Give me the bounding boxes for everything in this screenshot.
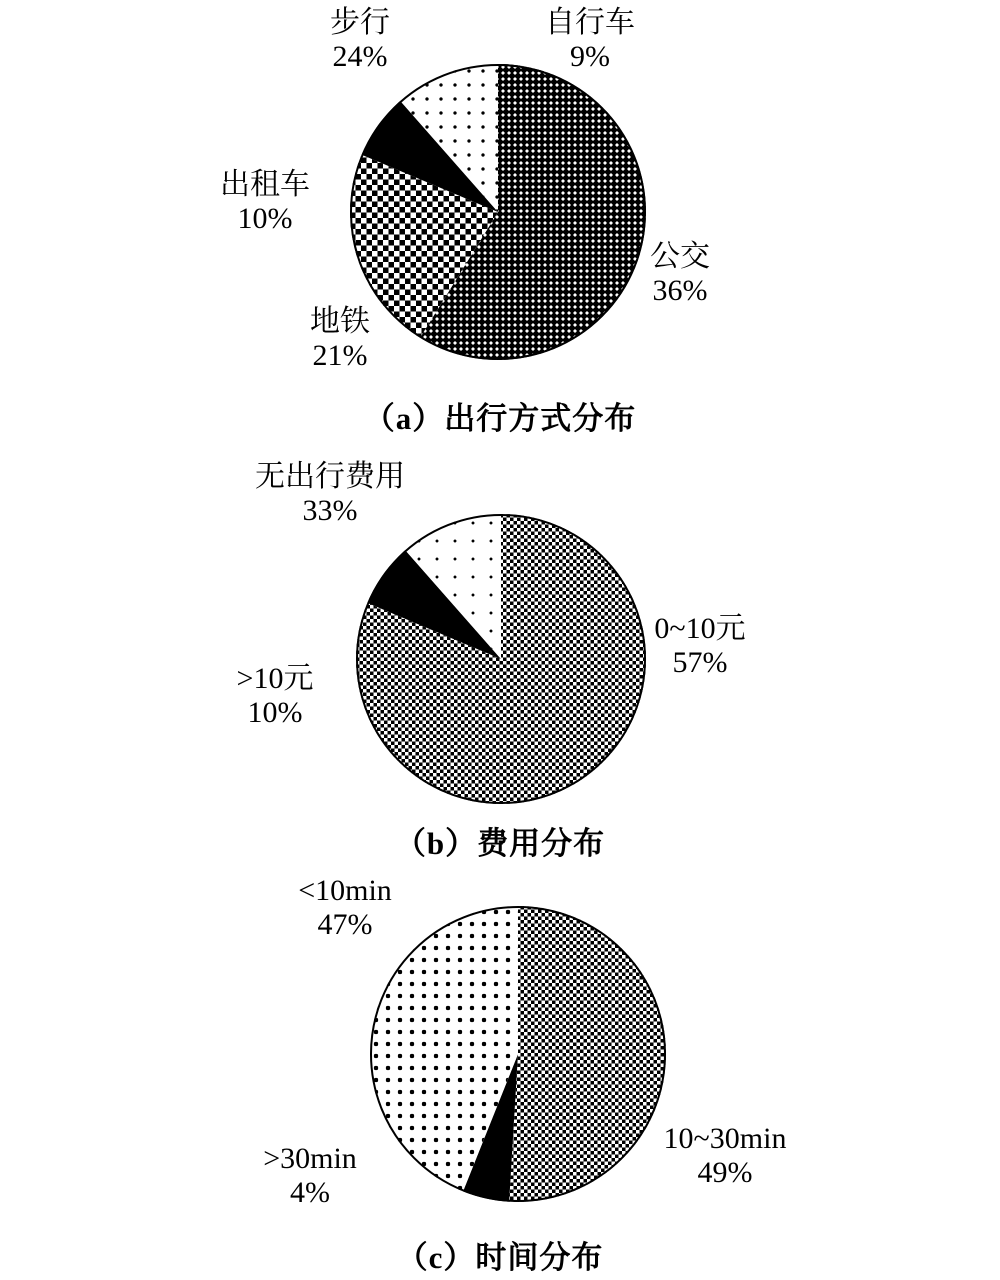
caption-c: （c）时间分布 [396, 1240, 604, 1275]
label-bicycle: 自行车 9% [545, 6, 635, 73]
label-bus: 公交 36% [650, 240, 710, 307]
chart-figure-b [0, 440, 1000, 860]
label-time-under-10: <10min 47% [298, 874, 392, 941]
label-time-over-30: >30min 4% [263, 1142, 357, 1209]
label-no-cost: 无出行费用 33% [255, 460, 405, 527]
label-cost-over-10: >10元 10% [236, 662, 314, 729]
chart-figure-c [0, 860, 1000, 1280]
label-taxi: 出租车 10% [220, 168, 310, 235]
label-walk: 步行 24% [330, 6, 390, 73]
chart-figure-a [0, 0, 1000, 440]
label-subway: 地铁 21% [310, 305, 370, 372]
caption-b: （b）费用分布 [394, 826, 606, 861]
caption-a: （a）出行方式分布 [363, 401, 637, 436]
label-time-10-30: 10~30min 49% [663, 1122, 787, 1189]
label-cost-0-10: 0~10元 57% [654, 612, 746, 679]
